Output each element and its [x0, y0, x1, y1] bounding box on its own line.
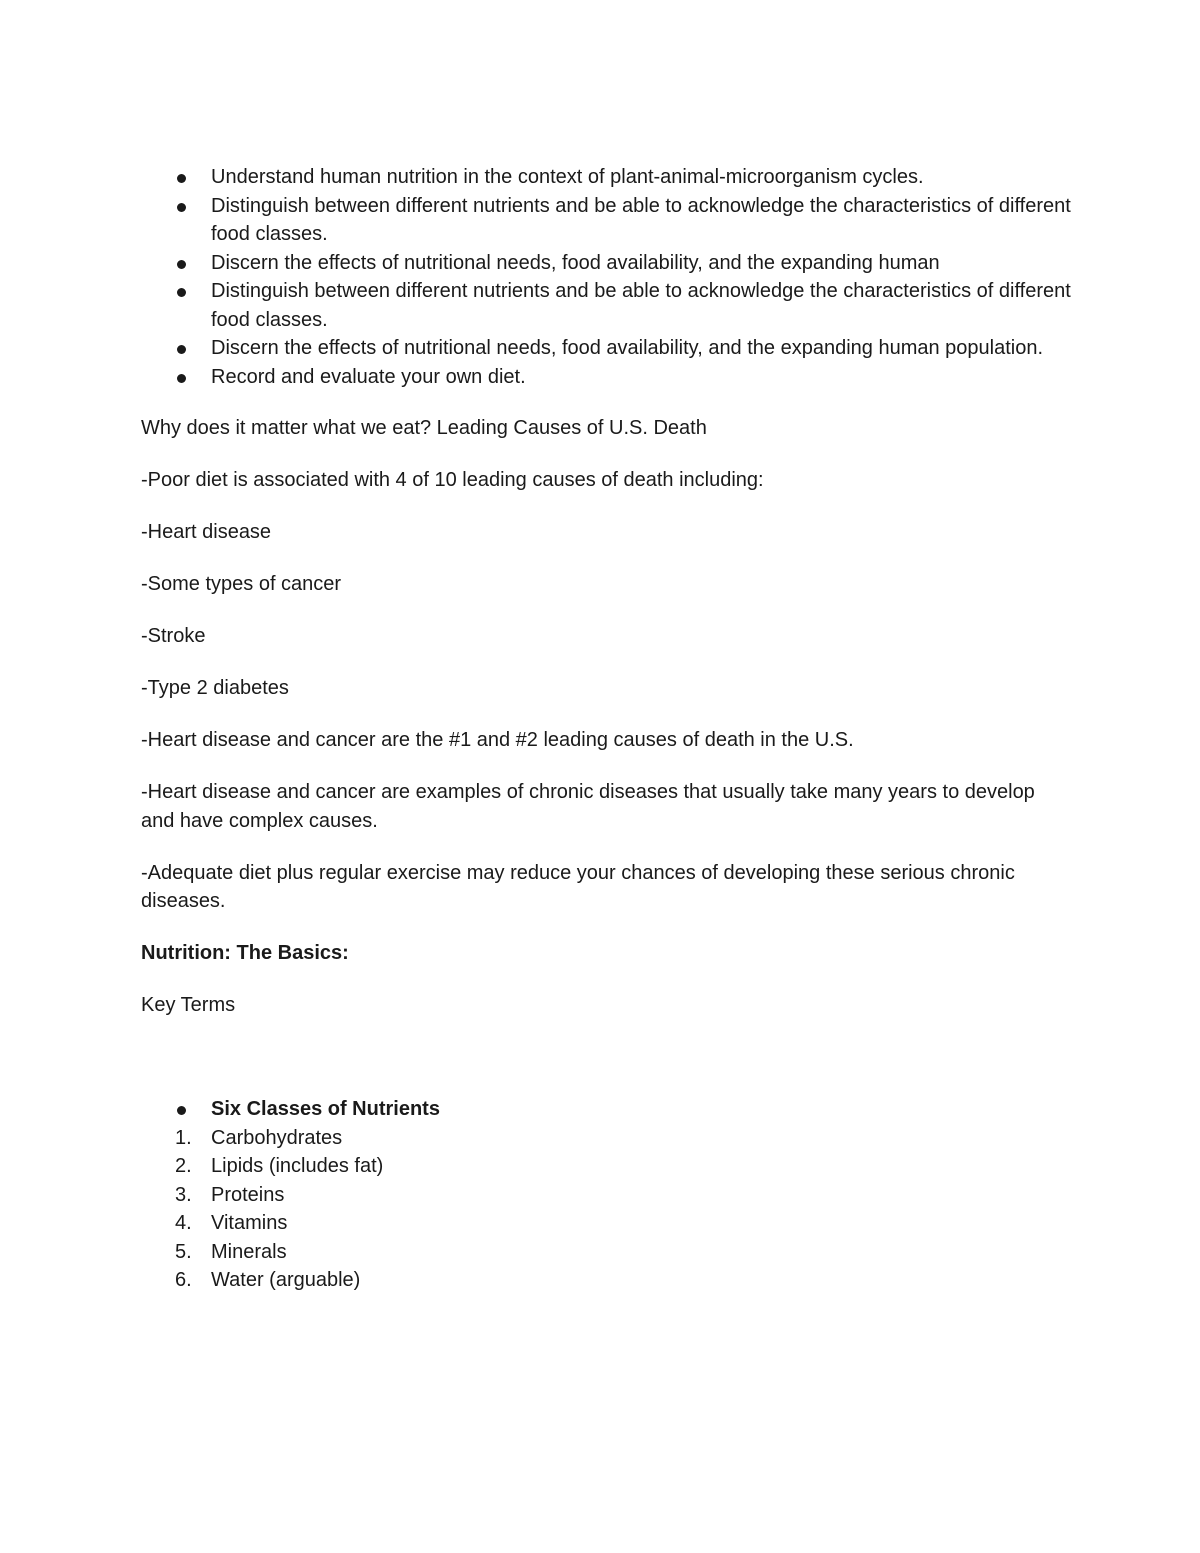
bullet-icon [177, 203, 186, 212]
bullet-icon [177, 174, 186, 183]
objective-text: Distinguish between different nutrients and be able to acknowledge the characteristics of different food classes. [211, 280, 1071, 331]
list-number: 4. [175, 1212, 192, 1234]
nutrient-item [141, 1152, 1071, 1181]
objectives-list [141, 163, 1071, 391]
section-heading: Nutrition: The Basics: [141, 942, 349, 964]
key-list-heading [141, 1095, 1071, 1124]
nutrient-label: Proteins [211, 1183, 285, 1206]
list-number: 6. [175, 1269, 192, 1291]
objective-item [141, 334, 1071, 363]
bullet-icon [177, 345, 186, 354]
objective-text: Record and evaluate your own diet. [211, 365, 526, 388]
document-body [141, 163, 1071, 1295]
bullet-icon [177, 260, 186, 269]
objective-text: Discern the effects of nutritional needs, food availability, and the expanding human [211, 251, 940, 274]
bullet-icon [177, 374, 186, 383]
nutrient-item [141, 1266, 1071, 1295]
list-number: 2. [175, 1155, 192, 1177]
bullet-icon [177, 288, 186, 297]
nutrient-label: Minerals [211, 1240, 287, 1263]
poor-diet-paragraph: -Poor diet is associated with 4 of 10 leading causes of death including: [141, 469, 764, 491]
objective-item [141, 363, 1071, 392]
list-number: 5. [175, 1240, 192, 1263]
cause-stroke: -Stroke [141, 625, 206, 647]
diet-exercise-paragraph: -Adequate diet plus regular exercise may reduce your chances of developing these serious chronic diseases. [141, 861, 1015, 912]
chronic-diseases-paragraph: -Heart disease and cancer are examples of chronic diseases that usually take many years to develop and have complex causes. [141, 781, 1035, 832]
nutrient-label: Water (arguable) [211, 1269, 361, 1291]
cause-diabetes: -Type 2 diabetes [141, 677, 289, 699]
nutrient-item [141, 1181, 1071, 1210]
intro-question: Why does it matter what we eat? Leading Causes of U.S. Death [141, 417, 707, 439]
nutrient-label: Lipids (includes fat) [211, 1155, 384, 1177]
objective-text: Understand human nutrition in the context of plant-animal-microorganism cycles. [211, 166, 924, 188]
nutrient-label: Vitamins [211, 1212, 288, 1234]
leading-causes-paragraph: -Heart disease and cancer are the #1 and #2 leading causes of death in the U.S. [141, 729, 854, 751]
objective-item [141, 192, 1071, 249]
nutrient-label: Carbohydrates [211, 1126, 343, 1149]
blank-line [141, 1043, 1071, 1095]
objective-item [141, 163, 1071, 192]
nutrient-item [141, 1124, 1071, 1153]
nutrient-classes-list [141, 1124, 1071, 1295]
list-number: 3. [175, 1183, 192, 1206]
objective-text: Discern the effects of nutritional needs, food availability, and the expanding human population. [211, 337, 1044, 359]
cause-heart-disease: -Heart disease [141, 521, 272, 543]
list-number: 1. [175, 1126, 192, 1149]
key-terms-list [141, 1095, 1071, 1124]
bullet-icon [177, 1106, 186, 1115]
objective-item [141, 277, 1071, 334]
nutrient-item [141, 1209, 1071, 1238]
objective-text: Distinguish between different nutrients and be able to acknowledge the characteristics of different food classes. [211, 194, 1071, 245]
key-list-heading-text: Six Classes of Nutrients [211, 1098, 440, 1120]
cause-cancer: -Some types of cancer [141, 573, 342, 595]
key-terms-label: Key Terms [141, 994, 236, 1016]
objective-item [141, 249, 1071, 278]
nutrient-item [141, 1238, 1071, 1267]
